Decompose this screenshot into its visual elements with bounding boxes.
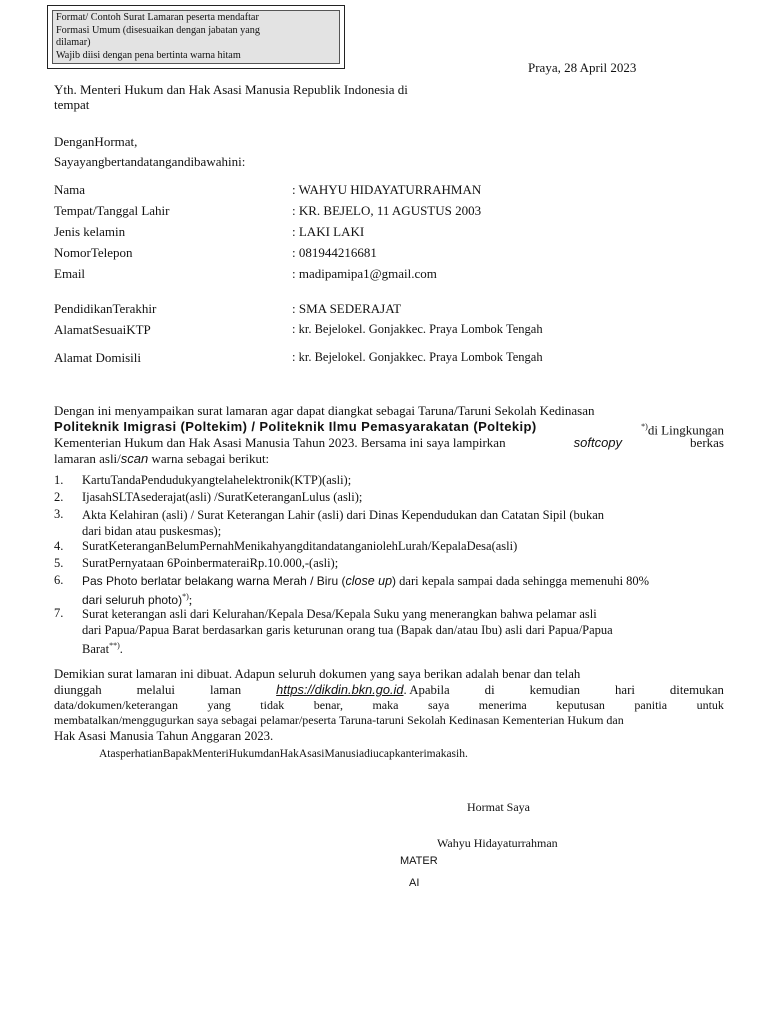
closing-word: data/dokumen/keterangan — [54, 698, 178, 712]
list-text: dari Papua/Papua Barat berdasarkan garis keturunan orang tua (Bapak dan/atau Ibu) asli dari Papua/Papua — [82, 623, 613, 637]
list-item — [82, 573, 724, 608]
body-text: di Lingkungan — [647, 422, 724, 438]
list-number: 4. — [54, 539, 64, 553]
closing-word: menerima — [478, 698, 527, 712]
field-label-email: Email — [54, 266, 86, 281]
notice-line: Wajib diisi dengan pena bertinta warna hitam — [56, 49, 241, 61]
place-date: Praya, 28 April 2023 — [528, 60, 637, 75]
body-text: berkas — [690, 435, 724, 450]
list-line: Pas Photo berlatar belakang warna Merah / Biru (close up) dari kepala sampai dada sehingga memenuhi 80% — [82, 574, 650, 588]
notice-inner — [52, 10, 340, 64]
list-item: IjasahSLTAsederajat(asli) /SuratKeteranganLulus (asli); — [82, 490, 363, 504]
list-item — [82, 507, 724, 539]
notice-line: Formasi Umum (disesuaikan dengan jabatan yang — [56, 24, 260, 36]
list-item: KartuTandaPendudukyangtelahelektronik(KTP)(asli); — [82, 473, 352, 487]
signature-name: Wahyu Hidayaturrahman — [437, 836, 558, 850]
list-number: 1. — [54, 473, 64, 487]
field-value-phone: : 081944216681 — [292, 245, 377, 260]
body-line — [54, 435, 724, 451]
field-value-email: : madipamipa1@gmail.com — [292, 266, 437, 281]
list-text: dari seluruh photo) — [82, 593, 183, 608]
closing-word: saya — [427, 698, 450, 712]
closing-word: keputusan — [556, 698, 605, 712]
list-line — [82, 589, 724, 608]
closing-word: laman — [209, 683, 242, 697]
field-label-ktp-address: AlamatSesuaiKTP — [54, 322, 151, 337]
field-value-gender: : LAKI LAKI — [292, 224, 365, 239]
closing-word: . Apabila — [403, 683, 450, 697]
notice-line: dilamar) — [56, 37, 91, 48]
closing-line — [54, 666, 724, 682]
closing-paragraph — [54, 666, 724, 744]
field-label-ttl: Tempat/Tanggal Lahir — [54, 203, 170, 218]
closing-word: melalui — [136, 683, 175, 697]
scan-term: scan — [120, 451, 149, 466]
closing-line — [54, 682, 724, 698]
field-label-gender: Jenis kelamin — [54, 224, 126, 239]
closing-word: tidak — [260, 698, 285, 712]
list-line — [82, 606, 724, 622]
closing-word: diunggah — [54, 683, 102, 697]
field-value-nama: : WAHYU HIDAYATURRAHMAN — [292, 182, 482, 197]
body-line — [54, 451, 724, 467]
closing-word: untuk — [696, 698, 724, 712]
institution-names: Politeknik Imigrasi (Poltekim) / Politeknik Ilmu Pemasyarakatan (Poltekip) — [54, 419, 537, 434]
body-text: lamaran asli/ — [54, 451, 121, 466]
list-text: dari kepala sampai dada sehingga memenuhi 80% — [399, 574, 650, 588]
field-label-education: PendidikanTerakhir — [54, 301, 157, 316]
list-text: Pas Photo berlatar belakang warna Merah / Biru ( — [82, 574, 346, 588]
closing-line: Hak Asasi Manusia Tahun Anggaran 2023. — [54, 729, 274, 743]
list-number: 3. — [54, 507, 64, 521]
footnote-mark: *) — [641, 422, 648, 431]
body-text: Kementerian Hukum dan Hak Asasi Manusia Tahun 2023. Bersama ini saya lampirkan — [54, 435, 506, 450]
list-line — [82, 507, 724, 523]
body-line — [54, 419, 724, 438]
list-item: SuratKeteranganBelumPernahMenikahyangditandatanganiolehLurah/KepalaDesa(asli) — [82, 539, 518, 553]
closing-word: yang — [207, 698, 231, 712]
footnote-mark: **) — [109, 641, 120, 650]
field-value-education: : SMA SEDERAJAT — [292, 301, 402, 316]
list-item — [82, 606, 724, 657]
field-value-domicile: : kr. Bejelokel. Gonjakkec. Praya Lombok Tengah — [292, 350, 543, 364]
closing-word: di — [484, 683, 495, 697]
recipient-line: Yth. Menteri Hukum dan Hak Asasi Manusia Republik Indonesia di — [54, 82, 408, 97]
close-up-term: close up — [345, 574, 393, 588]
field-value-ttl: : KR. BEJELO, 11 AGUSTUS 2003 — [292, 203, 482, 218]
signoff: Hormat Saya — [467, 800, 530, 814]
closing-word: maka — [372, 698, 399, 712]
thanks-line: AtasperhatianBapakMenteriHukumdanHakAsasiManusiadiucapkanterimakasih. — [99, 748, 468, 760]
closing-line — [54, 713, 724, 728]
intro-text: Sayayangbertandatangandibawahini: — [54, 154, 246, 169]
list-line — [82, 638, 724, 657]
closing-text: Demikian surat lamaran ini dibuat. Adapun seluruh dokumen yang saya berikan adalah benar dan telah — [54, 667, 581, 681]
list-number: 7. — [54, 606, 64, 620]
list-number: 6. — [54, 573, 64, 587]
list-text: dari bidan atau puskesmas); — [82, 524, 222, 538]
footnote-mark: *) — [182, 592, 189, 601]
stamp-text: AI — [409, 877, 420, 889]
notice-box — [47, 5, 345, 69]
closing-text: membatalkan/menggugurkan saya sebagai pelamar/peserta Taruna-taruni Sekolah Kedinasan Kementerian Hukum dan — [54, 713, 624, 727]
notice-line: Format/ Contoh Surat Lamaran peserta mendaftar — [56, 12, 259, 23]
list-line — [82, 622, 724, 638]
greeting: DenganHormat, — [54, 134, 138, 149]
list-text: Barat — [82, 642, 110, 657]
list-text: ; — [188, 593, 193, 608]
list-number: 5. — [54, 556, 64, 570]
recipient-line: tempat — [54, 97, 90, 112]
closing-word: benar, — [313, 698, 343, 712]
closing-line — [54, 698, 724, 713]
body-paragraph — [54, 403, 724, 467]
field-label-phone: NomorTelepon — [54, 245, 133, 260]
closing-word: hari — [615, 683, 635, 697]
field-label-nama: Nama — [54, 182, 86, 197]
stamp-text: MATER — [400, 855, 438, 867]
body-text: Dengan ini menyampaikan surat lamaran agar dapat diangkat sebagai Taruna/Taruni Sekolah Kedinasan — [54, 403, 595, 418]
body-text: warna sebagai berikut: — [151, 451, 270, 466]
list-text: Akta Kelahiran (asli) / Surat Keterangan Lahir (asli) dari Dinas Kependudukan dan Catatan Sipil (bukan — [82, 508, 605, 522]
field-label-domicile: Alamat Domisili — [54, 350, 142, 365]
field-value-ktp-address: : kr. Bejelokel. Gonjakkec. Praya Lombok Tengah — [292, 322, 543, 336]
list-number: 2. — [54, 490, 64, 504]
body-line — [54, 403, 724, 419]
list-item: SuratPernyataan 6PoinbermateraiRp.10.000,-(asli); — [82, 556, 339, 570]
list-text: . — [119, 642, 123, 657]
closing-word: panitia — [634, 698, 668, 712]
closing-word: ditemukan — [669, 683, 724, 697]
softcopy-term: softcopy — [573, 435, 623, 450]
closing-word: kemudian — [529, 683, 581, 697]
list-text: Surat keterangan asli dari Kelurahan/Kepala Desa/Kepala Suku yang menerangkan bahwa pelamar asli — [82, 607, 597, 621]
dikdin-link[interactable]: https://dikdin.bkn.go.id — [276, 682, 404, 697]
